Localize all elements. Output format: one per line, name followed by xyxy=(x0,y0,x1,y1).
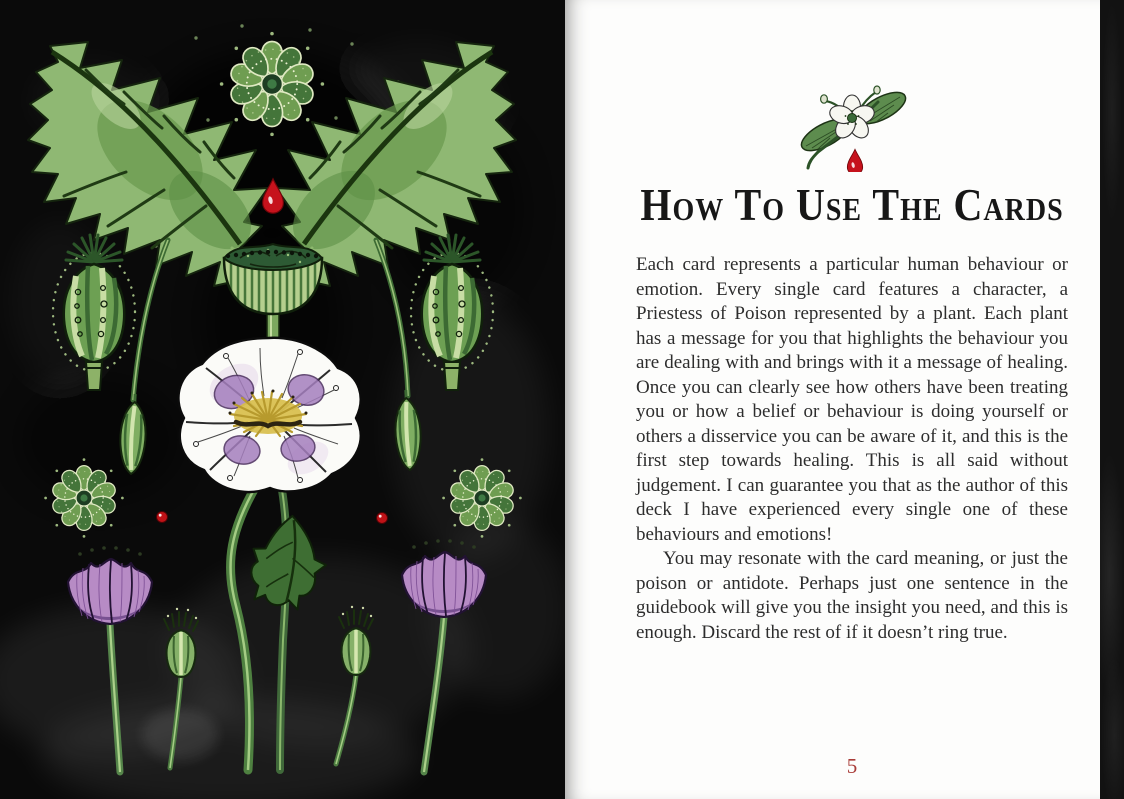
next-page-edge xyxy=(1100,0,1124,799)
red-berry-right xyxy=(377,513,388,524)
body-text xyxy=(636,253,1068,645)
right-page xyxy=(565,0,1100,799)
chapter-title: How To Use The Cards xyxy=(640,179,1064,231)
page-number: 5 xyxy=(846,754,858,778)
paragraph-2: You may resonate with the card meaning, or just the poison or antidote. Perhaps just one sentence in the guidebook will give you the insight you need, and this is enough. Discard the rest of if it doesn’t ring true. xyxy=(636,548,1068,643)
chapter-ornament xyxy=(777,70,927,172)
red-berry-left xyxy=(157,512,168,523)
white-poppy-flower xyxy=(178,338,360,492)
flower-blood-drop-icon xyxy=(777,70,927,172)
paragraph-1: Each card represents a particular human behaviour or emotion. Every single card features a character, a Priestess of Poison represented by a plant. Each plant has a message for you that highlights the behaviour you are dealing with and brings with it a message of healing. Once you can clearly see how others have been treating you or how a belief or behaviour is doing yourself or others a disservice you can be aware of it, and this is the first step towards healing. This is all said without judgement. I can guarantee you that as the author of this deck I have experienced every single one of these behaviours and emotions! xyxy=(636,254,1068,545)
